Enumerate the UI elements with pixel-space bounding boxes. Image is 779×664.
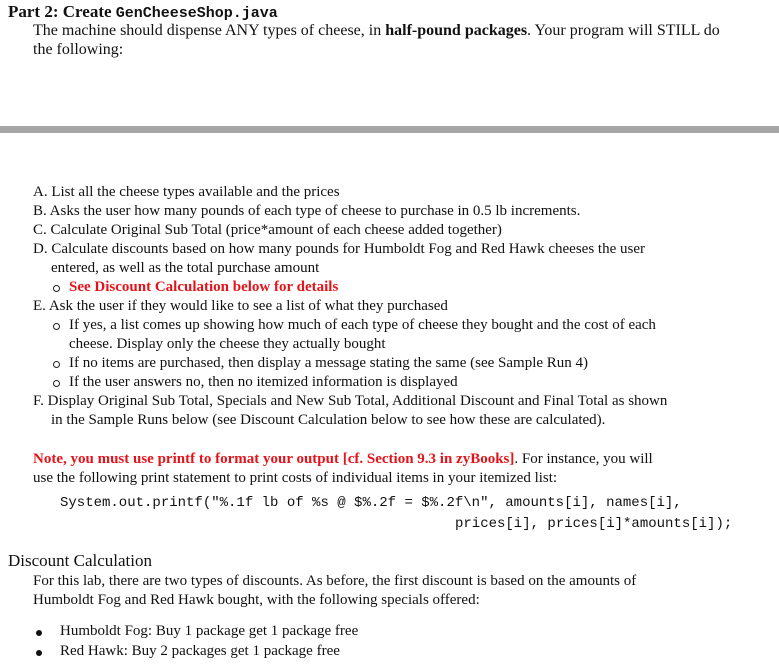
circle-bullet-icon [53,380,60,387]
step-f-line1: F. Display Original Sub Total, Specials and New Sub Total, Additional Discount and Final Total as shown [33,393,668,409]
step-e-sub3: If the user answers no, then no itemized information is displayed [69,374,458,390]
part2-heading-filename: GenCheeseShop.java [115,5,278,22]
separator-bar [0,126,779,133]
intro-text-bold: half-pound packages [385,22,528,39]
step-b: B. Asks the user how many pounds of each type of cheese to purchase in 0.5 lb increments. [33,203,581,219]
note-line-1 [33,451,653,468]
intro-line-2: the following: [33,41,124,58]
bullet-dot-icon [36,650,42,656]
note-red-text: Note, you must use printf to format your output [cf. Section 9.3 in zyBooks] [33,451,515,467]
note-rest-text: . For instance, you will [514,451,653,467]
circle-bullet-icon [53,361,60,368]
part2-heading [8,2,278,22]
intro-text-a: The machine should dispense ANY types of cheese, in [33,22,386,39]
discount-bullet-1: Humboldt Fog: Buy 1 package get 1 package free [60,623,359,639]
discount-heading: Discount Calculation [8,551,153,570]
code-line-2: prices[i], prices[i]*amounts[i]); [455,516,733,532]
discount-para-line2: Humboldt Fog and Red Hawk bought, with the following specials offered: [33,592,480,608]
step-e-sub2: If no items are purchased, then display a message stating the same (see Sample Run 4) [69,355,589,371]
step-c: C. Calculate Original Sub Total (price*amount of each cheese added together) [33,222,502,238]
circle-bullet-icon [53,285,60,292]
step-f-line2: in the Sample Runs below (see Discount Calculation below to see how these are calculated). [51,412,606,428]
note-line-2: use the following print statement to print costs of individual items in your itemized list: [33,470,558,486]
discount-para-line1: For this lab, there are two types of discounts. As before, the first discount is based on the amounts of [33,573,637,589]
step-d-line2: entered, as well as the total purchase amount [51,260,320,276]
circle-bullet-icon [53,323,60,330]
intro-text-c: . Your program will STILL do [527,22,720,39]
step-e: E. Ask the user if they would like to see a list of what they purchased [33,298,448,314]
bullet-dot-icon [36,630,42,636]
step-e-sub1-line2: cheese. Display only the cheese they actually bought [69,336,386,352]
step-d-line1: D. Calculate discounts based on how many pounds for Humboldt Fog and Red Hawk cheeses the user [33,241,645,257]
step-a: A. List all the cheese types available and the prices [33,184,340,200]
code-line-1: System.out.printf("%.1f lb of %s @ $%.2f = $%.2f\n", amounts[i], names[i], [60,495,682,511]
discount-bullet-2: Red Hawk: Buy 2 packages get 1 package free [60,643,340,659]
step-e-sub1-line1: If yes, a list comes up showing how much of each type of cheese they bought and the cost of each [69,317,656,333]
intro-line-1 [33,22,720,40]
part2-heading-prefix: Part 2: Create [8,2,116,21]
step-d-sub-note: See Discount Calculation below for details [69,279,339,295]
